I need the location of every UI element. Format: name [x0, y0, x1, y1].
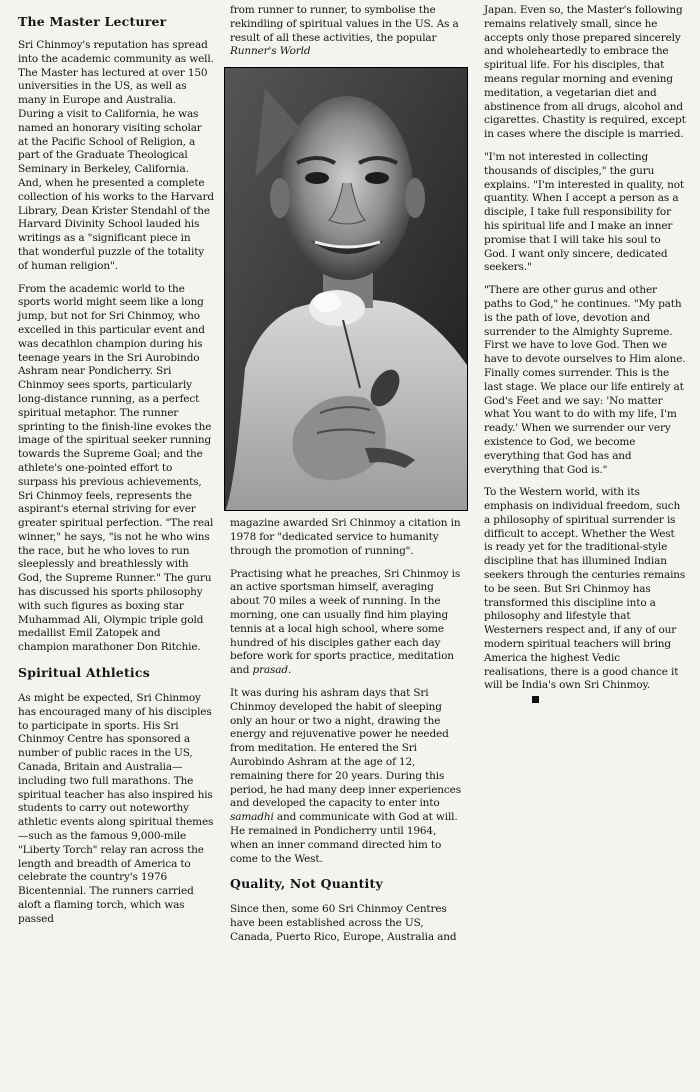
- section-heading-quality-not-quantity: Quality, Not Quantity: [230, 876, 383, 892]
- paragraph-text: and communicate with God at will. He remained in Pondicherry until 1964, when an inner command directed him to come to the West.: [230, 811, 458, 865]
- paragraph: Since then, some 60 Sri Chinmoy Centres have been established across the US, Canada, Puerto Rico, Europe, Australia and: [230, 903, 457, 943]
- italic-term: prasad: [252, 664, 288, 677]
- column-left: [18, 0, 214, 936]
- paragraph: "I'm not interested in collecting thousands of disciples," the guru explains. "I'm interested in quality, not quantity. When I accept a person as a disciple, I take full responsibility for his spiritual life and I make an inner promise that I will take his soul to God. I want only sincere, dedicated seekers.": [484, 150, 684, 274]
- paragraph: [230, 687, 464, 866]
- paragraph-text: from runner to runner, to symbolise the rekindling of spiritual values in the US. As a result of all these activities, the popular: [230, 4, 459, 44]
- paragraph: Japan. Even so, the Master's following remains relatively small, since he accepts only those prepared sincerely and wholeheartedly to embrace the spiritual life. For his disciples, that means regular morning and evening meditation, a vegetarian diet and abstinence from all drugs, alcohol and cigarettes. Chastity is required, except in cases where the disciple is married.: [484, 4, 686, 141]
- paragraph: From the academic world to the sports world might seem like a long jump, but not for Sri Chinmoy, who excelled in this particular event and was decathlon champion during his teenage years in the Sri Aurobindo Ashram near Pondicherry. Sri Chinmoy sees sports, particularly long-distance running, as a perfect spiritual metaphor. The runner sprinting to the finish-line evokes the image of the spiritual seeker running towards the Supreme Goal; and the athlete's one-pointed effort to surpass his previous achievements, Sri Chinmoy feels, represents the aspirant's eternal striving for ever greater spiritual perfection. "The real winner," he says, "is not he who wins the race, but he who loves to run sleeplessly and breathlessly with God, the Supreme Runner." The guru has discussed his sports philosophy with such figures as boxing star Muhammad Ali, Olympic triple gold medallist Emil Zatopek and champion marathoner Don Ritchie.: [18, 282, 214, 654]
- column-right: [484, 0, 686, 716]
- paragraph: "There are other gurus and other paths to God," he continues. "My path is the path of love, devotion and surrender to the Almighty Supreme. First we have to love God. Then we have to devote ourselves to Him alone. Finally comes surrender. This is the last stage. We place our life entirely at God's Feet and we say: 'No matter what You want to do with my life, I'm ready.' When we surrender our very existence to God, we become everything that God has and everything that God is.": [484, 284, 686, 476]
- magazine-title: Runner's World: [230, 45, 311, 58]
- paragraph-text: To the Western world, with its emphasis on individual freedom, such a philosophy of spiritual surrender is difficult to accept. Whether the West is ready yet for the traditional-style discipline that has illumined Indian seekers through the centuries remains to be seen. But Sri Chinmoy has transformed this discipline into a philosophy and lifestyle that Westerners respect and, if any of our modern spiritual teachers will bring America the highest Vedic realisations, there is a good chance it will be India's own Sri Chinmoy.: [484, 486, 686, 692]
- section-heading-spiritual-athletics: Spiritual Athletics: [18, 665, 150, 681]
- italic-term: samadhi: [230, 811, 274, 824]
- portrait-photo: [224, 67, 468, 511]
- paragraph-text: It was during his ashram days that Sri Chinmoy developed the habit of sleeping only an hour or two a night, drawing the energy and rejuvenative power he needed from meditation. He entered the Sri Aurobindo Ashram at the age of 12, remaining there for 20 years. During this period, he had many deep inner experiences and developed the capacity to enter into: [230, 686, 461, 810]
- column-middle: [230, 0, 464, 954]
- paragraph: As might be expected, Sri Chinmoy has encouraged many of his disciples to participate in sports. His Sri Chinmoy Centre has sponsored a number of public races in the US, Canada, Britain and Australia—including two full marathons. The spiritual teacher has also inspired his students to carry out noteworthy athletic events along spiritual themes—such as the famous 9,000-mile "Liberty Torch" relay ran across the length and breadth of America to celebrate the country's 1976 Bicentennial. The runners carried aloft a flaming torch, which was passed: [18, 692, 214, 925]
- paragraph: [484, 486, 686, 707]
- paragraph: [230, 4, 464, 59]
- section-heading-master-lecturer: The Master Lecturer: [18, 14, 167, 29]
- paragraph: Sri Chinmoy's reputation has spread into the academic community as well. The Master has lectured at over 150 universities in the US, as well as many in Europe and Australia. During a visit to California, he was named an honorary visiting scholar at the Pacific School of Religion, a part of the Graduate Theological Seminary in Berkeley, California. And, when he presented a complete collection of his works to the Harvard Library, Dean Krister Stendahl of the Harvard Divinity School lauded his writings as a "significant piece in that wonderful puzzle of the totality of human religion".: [18, 39, 214, 272]
- paragraph: magazine awarded Sri Chinmoy a citation in 1978 for "dedicated service to humanity through the promotion of running".: [230, 517, 461, 557]
- end-of-article-mark: [532, 696, 539, 703]
- paragraph-text: Practising what he preaches, Sri Chinmoy is an active sportsman himself, averaging about 70 miles a week of running. In the morning, one can usually find him playing tennis at a local high school, where some hundred of his disciples gather each day before work for sports practice, meditation and: [230, 567, 461, 677]
- paragraph: Practising what he preaches, Sri Chinmoy is an active sportsman himself, averaging about 70 miles a week of running. In the morning, one can usually find him playing tennis at a local high school, where some hundred of his disciples gather each day before work for sports practice, meditation and prasad.: [230, 567, 461, 677]
